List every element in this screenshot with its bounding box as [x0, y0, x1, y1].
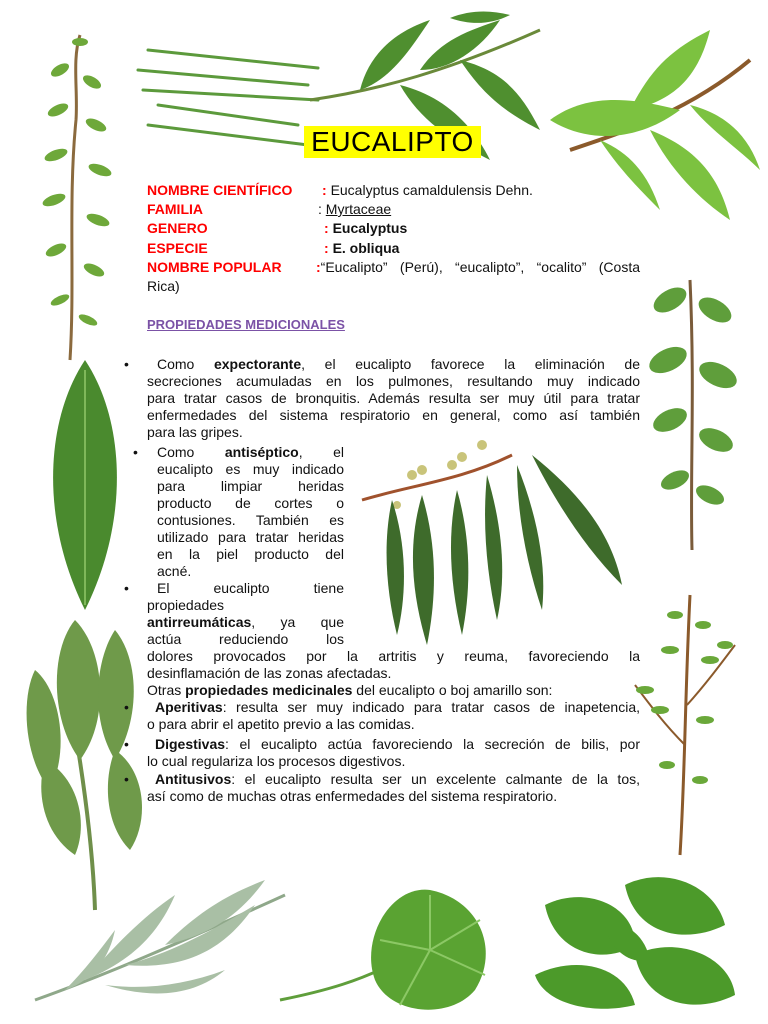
para-line: o para abrir el apetito previo a las comidas. — [147, 716, 415, 732]
bullet-marker: • — [124, 356, 129, 372]
field-especie — [147, 239, 208, 258]
bold-term: Aperitivas — [155, 699, 223, 715]
para-antiseptico-line1 — [157, 444, 344, 461]
field-separator: : — [318, 201, 322, 217]
field-separator: : — [316, 259, 321, 275]
para-line: para limpiar heridas — [157, 478, 344, 494]
para-line: desinflamación de las zonas afectadas. — [147, 665, 392, 681]
page-title: EUCALIPTO — [304, 126, 481, 158]
field-label: FAMILIA — [147, 201, 203, 217]
field-genero-value — [324, 219, 407, 238]
text-run: : el eucalipto actúa favoreciendo la secreción de bilis, por — [225, 736, 640, 752]
field-value: E. obliqua — [332, 240, 400, 256]
text-run: : resulta ser muy indicado para tratar casos de inapetencia, — [222, 699, 640, 715]
bullet-marker: • — [124, 699, 129, 715]
field-genero — [147, 219, 208, 238]
para-line: eucalipto es muy indicado — [157, 461, 344, 477]
text-run: : el eucalipto resulta ser un excelente calmante de la tos, — [231, 771, 640, 787]
para-line: producto de cortes o — [157, 495, 344, 511]
text-run: , el eucalipto favorece la eliminación de — [301, 356, 640, 372]
field-label: NOMBRE CIENTÍFICO — [147, 182, 293, 198]
field-familia — [147, 200, 203, 219]
bullet-marker: • — [124, 580, 129, 596]
para-line: acné. — [157, 563, 192, 579]
field-value: Eucalyptus camaldulensis Dehn. — [330, 182, 533, 198]
bold-term: Digestivas — [155, 736, 226, 752]
field-value: Eucalyptus — [332, 220, 408, 236]
bold-term: antiséptico — [224, 444, 299, 460]
field-familia-value — [318, 200, 391, 219]
para-line: dolores provocados por la artritis y reuma, favoreciendo la — [147, 648, 640, 664]
para-line: así como de muchas otras enfermedades del sistema respiratorio. — [147, 788, 558, 804]
field-nombre-cientifico — [147, 181, 292, 200]
text-run: del eucalipto o boj amarillo son: — [352, 682, 553, 698]
para-line: enfermedades del sistema respiratorio en general, como así también — [147, 407, 640, 423]
field-label: ESPECIE — [147, 240, 208, 256]
field-nombre-cientifico-value — [322, 181, 533, 200]
para-expectorante-line1 — [147, 356, 640, 373]
text-run: Como — [157, 356, 214, 372]
para-line: para las gripes. — [147, 424, 243, 440]
bullet-marker: • — [124, 736, 129, 752]
para-line: propiedades — [147, 597, 225, 613]
bold-term: propiedades medicinales — [185, 682, 353, 698]
field-separator: : — [324, 240, 329, 256]
text-run: El eucalipto tiene — [157, 580, 344, 596]
bold-term: Antitusivos — [155, 771, 232, 787]
text-run: Otras — [147, 682, 186, 698]
para-otras — [147, 682, 640, 699]
field-value: “Eucalipto” (Perú), “eucalipto”, “ocalito” (Costa — [320, 259, 640, 275]
para-line: lo cual regulariza los procesos digestivos. — [147, 753, 406, 769]
field-separator: : — [322, 182, 327, 198]
bullet-marker: • — [124, 771, 129, 787]
field-nombre-popular — [147, 258, 282, 277]
section-title: PROPIEDADES MEDICIONALES — [147, 317, 345, 332]
field-label: GENERO — [147, 220, 208, 236]
bold-term: antirreumáticas — [147, 614, 252, 630]
prop-digestivas — [147, 736, 640, 753]
text-run: Como — [157, 444, 225, 460]
para-line: actúa reduciendo los — [147, 631, 344, 647]
prop-antitusivos — [147, 771, 640, 788]
para-line — [147, 614, 344, 631]
text-run: , ya que — [251, 614, 344, 630]
text-run: , el — [298, 444, 344, 460]
bold-term: expectorante — [213, 356, 302, 372]
field-separator: : — [324, 220, 329, 236]
prop-aperitivas — [147, 699, 640, 716]
field-value: Myrtaceae — [325, 201, 392, 217]
para-line: en la piel producto del — [157, 546, 344, 562]
bullet-marker: • — [133, 444, 138, 460]
para-line: para tratar casos de bronquitis. Además resulta ser muy útil para tratar — [147, 390, 640, 406]
para-line: secreciones acumuladas en los pulmones, resultando muy indicado — [147, 373, 640, 389]
field-especie-value — [324, 239, 399, 258]
para-line — [147, 580, 344, 597]
para-line: utilizado para tratar heridas — [157, 529, 344, 545]
field-nombre-popular-value — [316, 258, 640, 277]
para-line: contusiones. También es — [157, 512, 344, 528]
field-nombre-popular-value-cont: Rica) — [147, 278, 180, 294]
field-label: NOMBRE POPULAR — [147, 259, 282, 275]
